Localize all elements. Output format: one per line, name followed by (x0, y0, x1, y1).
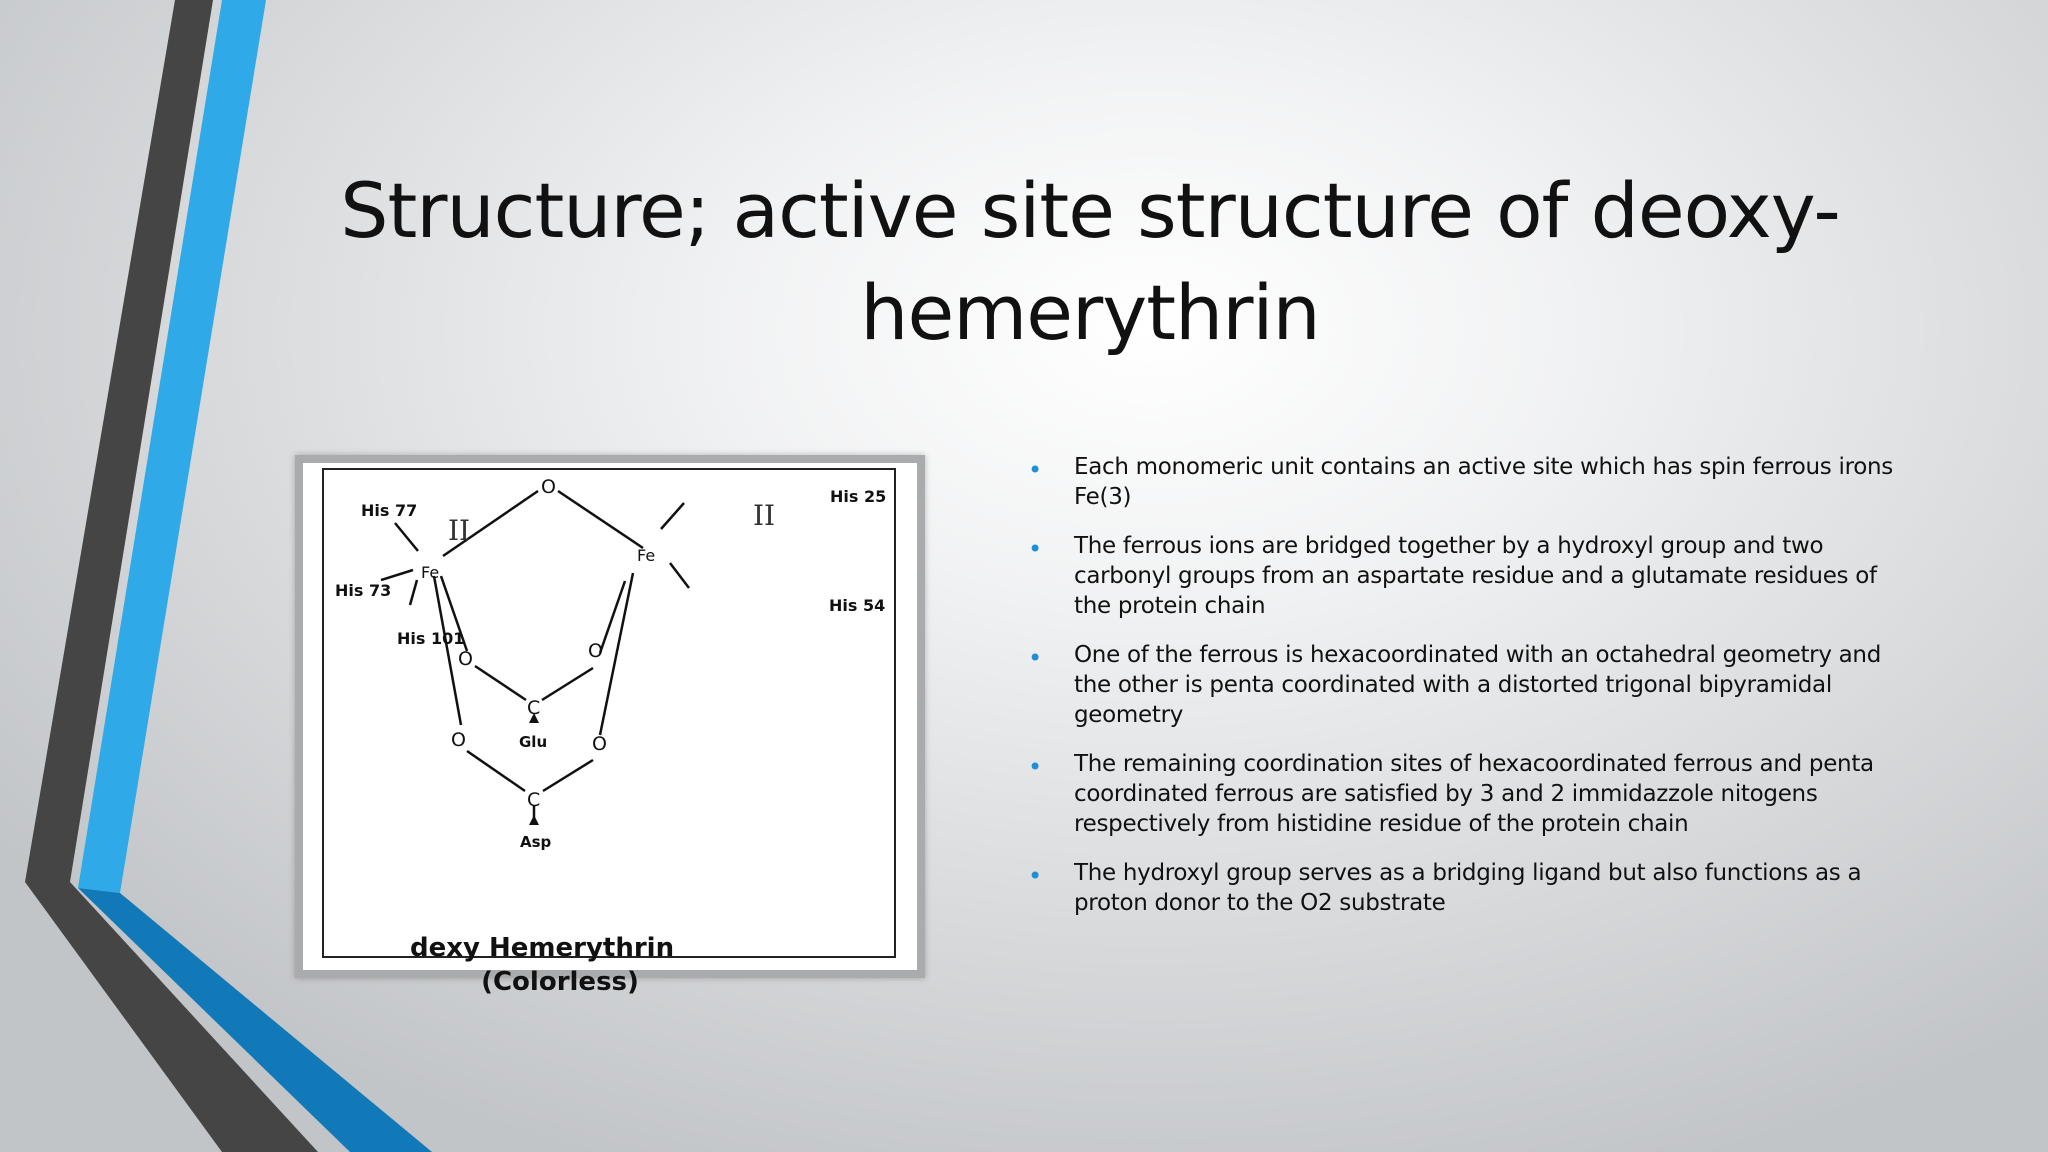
caption-line2: (Colorless) (481, 967, 639, 997)
o-asp-right-label: O (592, 733, 607, 755)
his101-label: His 101 (397, 629, 465, 648)
oxidation-right-label: II (753, 499, 776, 532)
fe-left-label: Fe (421, 563, 440, 582)
figure-inner-border (323, 469, 895, 957)
glu-label: Glu (519, 733, 548, 751)
bullet-text: Each monomeric unit contains an active site which has spin ferrous irons Fe(3) (1074, 454, 1893, 510)
oxidation-labels (448, 499, 775, 547)
o-asp-left-label: O (451, 729, 466, 751)
bullet-text: The ferrous ions are bridged together by a hydroxyl group and two carbonyl groups from an aspartate residue and a glutamate residues of the protein chain (1074, 533, 1877, 619)
list-item (1020, 452, 1900, 512)
diagram-labels (335, 487, 886, 997)
bullet-dot-icon: • (1028, 644, 1042, 672)
bullet-text: One of the ferrous is hexacoordinated with an octahedral geometry and the other is penta coordinated with a distorted trigonal bipyramidal geometry (1074, 642, 1882, 728)
his54-label: His 54 (829, 596, 886, 615)
deoxyhemerythrin-diagram (303, 463, 917, 997)
list-item (1020, 749, 1900, 839)
o-glu-right-label: O (588, 640, 603, 662)
fe-right-label: Fe (637, 546, 656, 565)
his77-label: His 77 (361, 501, 418, 520)
o-bridge-label: O (541, 476, 556, 498)
bullet-text: The remaining coordination sites of hexacoordinated ferrous and penta coordinated ferrous are satisfied by 3 and 2 immidazzole nitogens respectively from histidine residue of the protein chain (1074, 751, 1874, 837)
bullet-list (1020, 452, 1900, 937)
list-item (1020, 531, 1900, 621)
structure-figure-frame (295, 455, 925, 997)
slide-title: Structure; active site structure of deoxy-hemerythrin (340, 166, 1840, 357)
o-glu-left-label: O (458, 648, 473, 670)
list-item (1020, 640, 1900, 730)
bullet-text: The hydroxyl group serves as a bridging ligand but also functions as a proton donor to the O2 substrate (1074, 860, 1862, 916)
oxidation-left-label: II (448, 514, 471, 547)
bullet-dot-icon: • (1028, 862, 1042, 890)
his73-label: His 73 (335, 581, 392, 600)
c-asp-label: C (527, 789, 541, 811)
bullet-dot-icon: • (1028, 753, 1042, 781)
his25-label: His 25 (830, 487, 887, 506)
asp-label: Asp (520, 833, 552, 851)
structure-figure (303, 463, 917, 997)
bonds (381, 491, 689, 825)
list-item (1020, 858, 1900, 918)
asp-arrow (529, 815, 539, 825)
bullet-dot-icon: • (1028, 456, 1042, 484)
bullet-dot-icon: • (1028, 535, 1042, 563)
c-glu-label: C (527, 697, 541, 719)
caption-line1: dexy Hemerythrin (410, 933, 675, 963)
